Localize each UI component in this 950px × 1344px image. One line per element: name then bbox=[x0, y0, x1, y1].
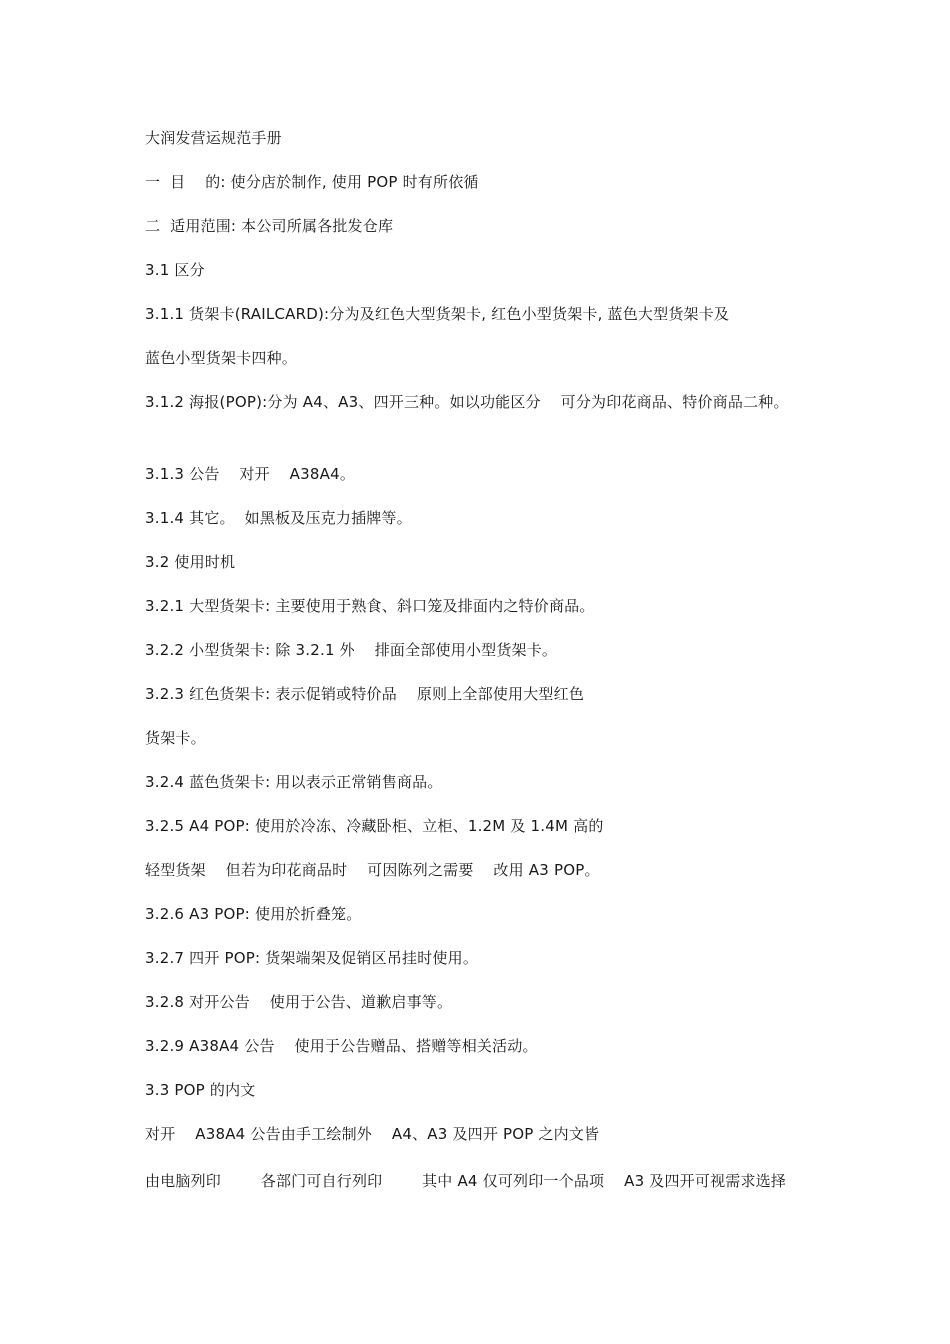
paragraph-line: 对开 A38A4 公告由手工绘制外 A4、A3 及四开 POP 之内文皆 bbox=[145, 1125, 600, 1143]
paragraph-line: 3.2.7 四开 POP: 货架端架及促销区吊挂时使用。 bbox=[145, 949, 479, 967]
purpose-line: 一 目 的: 使分店於制作, 使用 POP 时有所依循 bbox=[145, 173, 479, 191]
paragraph-line: 3.2.8 对开公告 使用于公告、道歉启事等。 bbox=[145, 993, 453, 1011]
section-heading: 3.2 使用时机 bbox=[145, 553, 236, 571]
paragraph-line: 3.2.9 A38A4 公告 使用于公告赠品、搭赠等相关活动。 bbox=[145, 1037, 538, 1055]
paragraph-line: 蓝色小型货架卡四种。 bbox=[145, 349, 298, 367]
paragraph-line: 3.2.3 红色货架卡: 表示促销或特价品 原则上全部使用大型红色 bbox=[145, 685, 585, 703]
paragraph-line: 3.1.2 海报(POP):分为 A4、A3、四开三种。如以功能区分 可分为印花商品、特价商品二种。 bbox=[145, 393, 789, 411]
section-heading: 3.3 POP 的内文 bbox=[145, 1081, 256, 1099]
paragraph-line: 3.2.2 小型货架卡: 除 3.2.1 外 排面全部使用小型货架卡。 bbox=[145, 641, 558, 659]
paragraph-line: 3.2.6 A3 POP: 使用於折叠笼。 bbox=[145, 905, 362, 923]
paragraph-line: 3.1.3 公告 对开 A38A4。 bbox=[145, 465, 356, 483]
paragraph-line: 3.1.4 其它。 如黑板及压克力插牌等。 bbox=[145, 509, 412, 527]
paragraph-line: 轻型货架 但若为印花商品时 可因陈列之需要 改用 A3 POP。 bbox=[145, 861, 600, 879]
paragraph-line: 货架卡。 bbox=[145, 729, 206, 747]
paragraph-line: 3.2.5 A4 POP: 使用於冷冻、冷藏卧柜、立柜、1.2M 及 1.4M 高的 bbox=[145, 817, 604, 835]
paragraph-line: 3.2.1 大型货架卡: 主要使用于熟食、斜口笼及排面内之特价商品。 bbox=[145, 597, 595, 615]
section-heading: 3.1 区分 bbox=[145, 261, 205, 279]
paragraph-line: 3.1.1 货架卡(RAILCARD):分为及红色大型货架卡, 红色小型货架卡, 蓝色大型货架卡及 bbox=[145, 305, 730, 323]
paragraph-line: 由电脑列印 各部门可自行列印 其中 A4 仅可列印一个品项 A3 及四开可视需求选择 bbox=[145, 1172, 787, 1190]
scope-line: 二 适用范围: 本公司所属各批发仓库 bbox=[145, 217, 394, 235]
document-title: 大润发营运规范手册 bbox=[145, 129, 282, 147]
paragraph-line: 3.2.4 蓝色货架卡: 用以表示正常销售商品。 bbox=[145, 773, 443, 791]
